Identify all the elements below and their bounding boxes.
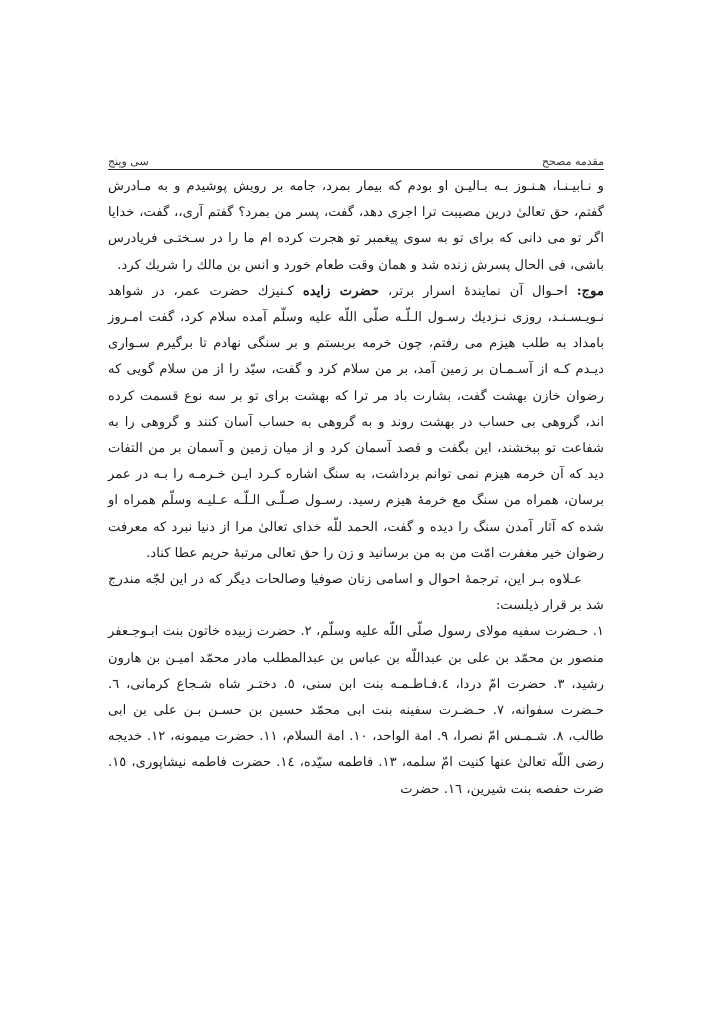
section-title: مقدمه مصحح xyxy=(541,155,604,168)
page-number: سی وپنج xyxy=(108,155,149,168)
paragraph-2-intro: احـوال آن نمایندۀ اسرار برتر، xyxy=(379,283,577,299)
paragraph-2-text: کـنیزك حضرت عمر، در شواهد نـویـسـنـد، روزی نـزدیك رسـول الـلّـه صلّی اللّه علیه وسلّم آمده سلام کرد، گفت امـروز بامداد به طلب هیزم می رفتم، چون خرمه بربستم و بر سنگی نهادم تا برگیرم سـواری دیـدم کـه از آسـمـان بر زمین آمد، بر من سلام کرد و گفت، سیّد را از من سلام گویی که رضوان خازن بهشت گفت، بشارت باد مر ترا که بهشت برای تو بر سه نوع قسمت کرده اند، گروهی بی حساب در بهشت روند و به گروهی به حساب آسان کنند و گروهی را به شفاعت تو ببخشند، این بگفت و قصد آسمان کرد و از میان زمین و آسمان بر من التفات دید که آن خرمه هیزم نمی توانم برداشت، به سنگ اشاره کـرد ایـن خـرمـه را بـه در عمر برسان، همراه من سنگ مع خرمۀ هیزم رسید. رسـول صـلّـی الـلّـه عـلیـه وسلّم همراه او شده که آثار آمدن سنگ را دیده و گفت، الحمد للّه خدای تعالیٰ مرا از دنیا نبرد که معرفت رضوان خیر مغفرت امّت من به من برسانید و زن را حق تعالی مرتبۀ حریم عطا کناد. xyxy=(108,283,604,561)
highlighted-name: حضرت زایده xyxy=(302,283,380,299)
paragraph-2 xyxy=(108,279,604,567)
body-text xyxy=(108,174,604,803)
paragraph-1: و نـابیـنـا، هـنـوز بـه بـالیـن او بودم که بیمار بمرد، جامه بر رویش پوشیدم و به مـادرش گفتم، حق تعالیٰ درین مصیبت ترا اجری دهد، گفت، پسر من بمرد؟ گفتم آری،، گفت، خدایا اگر تو می دانی که برای تو به سوی پیغمبر تو هجرت کرده ام ما را در سـختـی فریادرس باشی، فی الحال پسرش زنده شد و همان وقت طعام خورد و انس بن مالك را شریك کرد. xyxy=(108,179,604,273)
paragraph-label: موج: xyxy=(576,283,605,299)
paragraph-4: ۱. حـضرت سفیه مولای رسول صلّی اللّه علیه وسلّم، ۲. حضرت زبیده خاتون بنت ابـوجـعفر منصور بن محمّد بن علی بن عبداللّه بن عباس بن عبدالمطلب مادر محمّد امیـن بن هارون رشید، ۳. حضرت امّ دردا، ٤.فـاطـمـه بنت ابن سنی، ٥. دختـر شاه شـجاع کرمانی، ٦. حـضرت سفوانه، ۷. حـضـرت سفینه بنت ابی محمّد حسین بن حسـن بـن علی بن ابی طالب، ۸. شـمـس امّ نصرا، ۹. امة الواحد، ۱۰. امة السلام، ۱۱. حضرت میمونه، ۱۲. خدیجه رضی اللّه تعالیٰ عنها کنیت امّ سلمه، ۱۳. فاطمه سیّده، ۱٤. حضرت فاطمه نیشاپوری، ۱٥. ضرت حفصه بنت شیرین، ۱٦. حضرت xyxy=(108,624,605,797)
paragraph-3: عـلاوه بـر این، ترجمۀ احوال و اسامی زنان صوفیا وصالحات دیگر که در این لجّه مندرج شد بر قرار ذیلست: xyxy=(108,572,604,614)
running-header xyxy=(108,150,604,168)
header-rule xyxy=(108,169,604,170)
